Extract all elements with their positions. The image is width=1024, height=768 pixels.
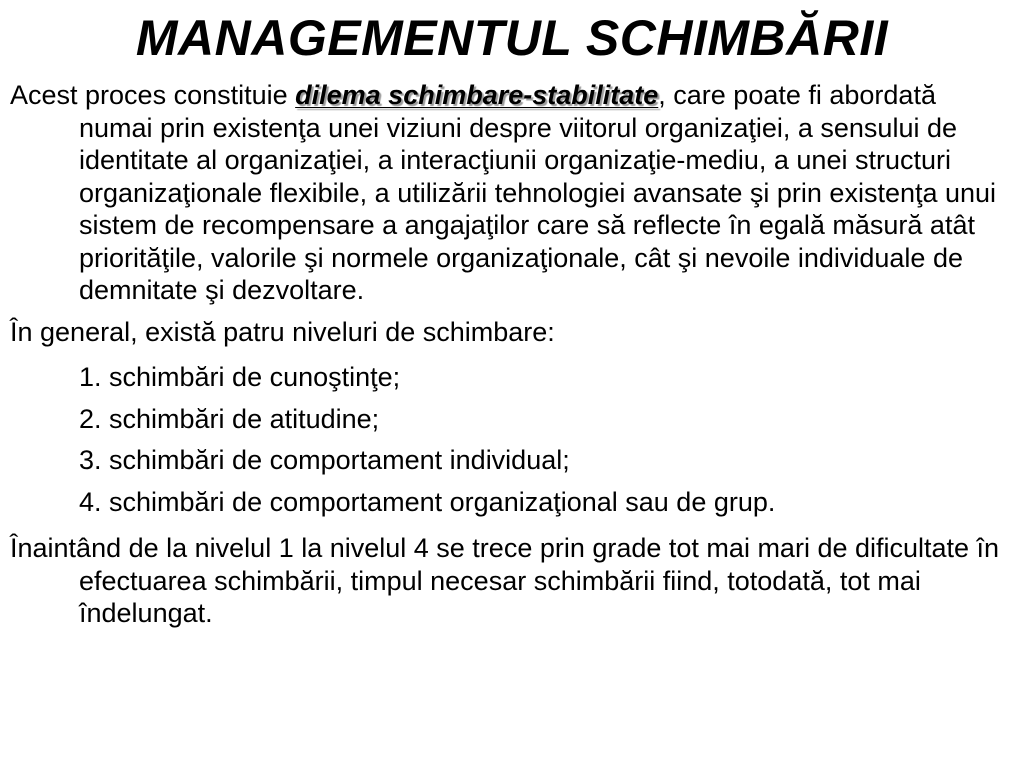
paragraph-levels-intro: În general, există patru niveluri de schimbare: [10,316,555,347]
paragraph-conclusion: Înaintând de la nivelul 1 la nivelul 4 se trece prin grade tot mai mari de dificultate în efectuarea schimbării, timpul necesar schimbării fiind, totodată, tot mai îndelungat. [10,533,1000,628]
level-item-1: 1. schimbări de cunoştinţe; [79,362,401,392]
level-item-4: 4. schimbări de comportament organizaţional sau de grup. [79,486,776,517]
paragraph-dilemma-intro: Acest proces constituie [10,80,296,110]
levels-list [10,357,1010,523]
slide-title: MANAGEMENTUL SCHIMBĂRII [135,10,889,66]
paragraph-dilemma [10,79,1010,307]
paragraph-dilemma-rest: , care poate fi abordată numai prin existenţa unei viziuni despre viitorul organizaţiei, a sensului de identitate al organizaţiei, a interacţiunii organizaţie-mediu, a unei structuri organizaţionale flexibile, a utilizării tehnologiei avansate şi prin existenţa unui sistem de recompensare a angajaţilor care să reflecte în egală măsură atât priorităţile, valorile şi normele organizaţionale, cât şi nevoile individuale de demnitate şi dezvoltare. [79,80,997,305]
level-item-3: 3. schimbări de comportament individual; [79,445,570,475]
emphasis-dilemma-term: dilema schimbare-stabilitate [295,80,659,110]
level-item-2: 2. schimbări de atitudine; [79,403,380,434]
slide-body [10,79,1010,639]
